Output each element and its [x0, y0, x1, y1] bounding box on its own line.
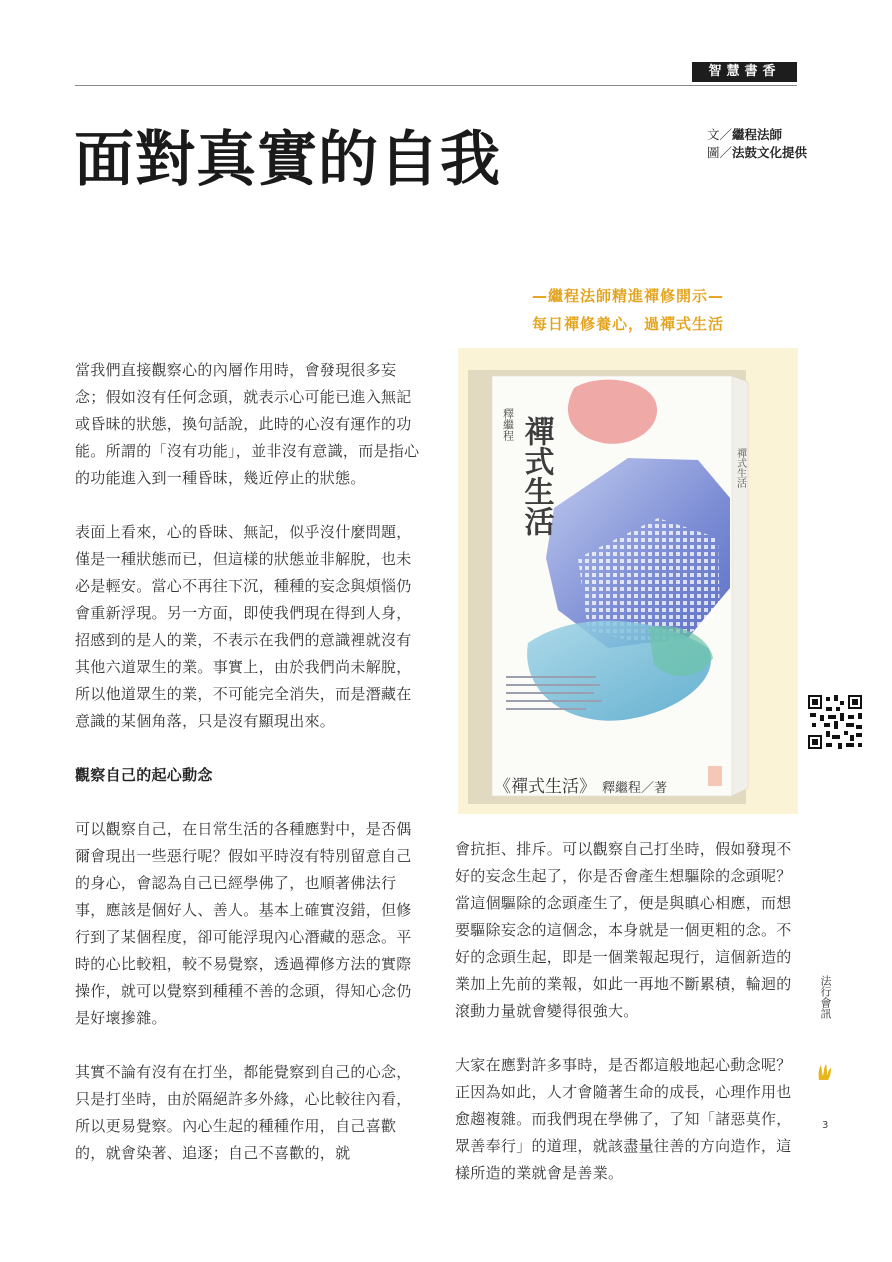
promo-line-1: —繼程法師精進禪修開示—	[531, 287, 724, 305]
header-rule	[75, 85, 797, 86]
paragraph: 會抗拒、排斥。可以觀察自己打坐時，假如發現不好的妄念生起了，你是否會產生想驅除的念頭呢？當這個驅除的念頭產生了，便是與瞋心相應，而想要驅除妄念的這個念，本身就是一個更粗的念。不好的念頭生起，即是一個業報起現行，這個新造的業加上先前的業報，如此一再地不斷累積，輪迴的滾動力量就會變得很強大。	[455, 840, 792, 1020]
book-spine	[732, 376, 748, 796]
paragraph: 當我們直接觀察心的內層作用時，會發現很多妄念；假如沒有任何念頭，就表示心可能已進入無記或昏昧的狀態，換句話說，此時的心沒有運作的功能。所謂的「沒有功能」，並非沒有意識，而是指心的功能進入到一種昏昧，幾近停止的狀態。	[75, 361, 420, 487]
publication-mark: 法行會訊	[819, 975, 832, 1019]
book-cover-illustration	[458, 348, 798, 814]
spine-title: 禪式生活	[734, 448, 746, 488]
image-credit: 圖／法鼓文化提供	[707, 145, 808, 160]
promo-line-2: 每日禪修養心，過禪式生活	[531, 315, 724, 333]
book-image-panel	[458, 348, 798, 814]
cover-author: 釋繼程	[501, 408, 515, 441]
publisher-logo	[708, 766, 722, 786]
paragraph: 大家在應對許多事時，是否都這般地起心動念呢？正因為如此，人才會隨著生命的成長，心理作用也愈趨複雜。而我們現在學佛了，了知「諸惡莫作，眾善奉行」的道理，就該盡量往善的方向造作，這樣所造的業就會是善業。	[455, 1056, 792, 1182]
writer-credit: 文／繼程法師	[707, 127, 783, 142]
paragraph: 可以觀察自己，在日常生活的各種應對中，是否偶爾會現出一些惡行呢？假如平時沒有特別留意自己的身心，會認為自己已經學佛了，也順著佛法行事，應該是個好人、善人。基本上確實沒錯，但修行到了某個程度，卻可能浮現內心潛藏的惡念。平時的心比較粗，較不易覺察，透過禪修方法的實際操作，就可以覺察到種種不善的念頭，得知心念仍是好壞摻雜。	[75, 820, 412, 1027]
caption-title: 《禪式生活》	[494, 777, 596, 797]
section-tag: 智慧書香	[692, 62, 797, 82]
section-heading: 觀察自己的起心動念	[75, 766, 213, 784]
page-number: 3	[822, 1120, 829, 1131]
publication-logo-icon	[816, 1062, 834, 1082]
left-column	[75, 357, 420, 1194]
right-column	[455, 836, 800, 1214]
book-caption	[494, 772, 667, 797]
book-promo	[458, 282, 798, 338]
qr-code-icon[interactable]	[806, 693, 864, 751]
paragraph: 表面上看來，心的昏昧、無記，似乎沒什麼問題，僅是一種狀態而已，但這樣的狀態並非解脫，也未必是輕安。當心不再往下沉，種種的妄念與煩惱仍會重新浮現。另一方面，即使我們現在得到人身，招感到的是人的業，不表示在我們的意識裡就沒有其他六道眾生的業。事實上，由於我們尚未解脫，所以他道眾生的業，不可能完全消失，而是潛藏在意識的某個角落，只是沒有顯現出來。	[75, 523, 412, 730]
article-credits	[707, 126, 807, 162]
paragraph: 其實不論有沒有在打坐，都能覺察到自己的心念，只是打坐時，由於隔絕許多外緣，心比較往內看，所以更易覺察。內心生起的種種作用，自己喜歡的，就會染著、追逐；自己不喜歡的，就	[75, 1063, 412, 1162]
article-title: 面對真實的自我	[74, 125, 501, 195]
cover-title: 禪式生活	[518, 416, 554, 536]
caption-author: 釋繼程／著	[602, 781, 668, 796]
